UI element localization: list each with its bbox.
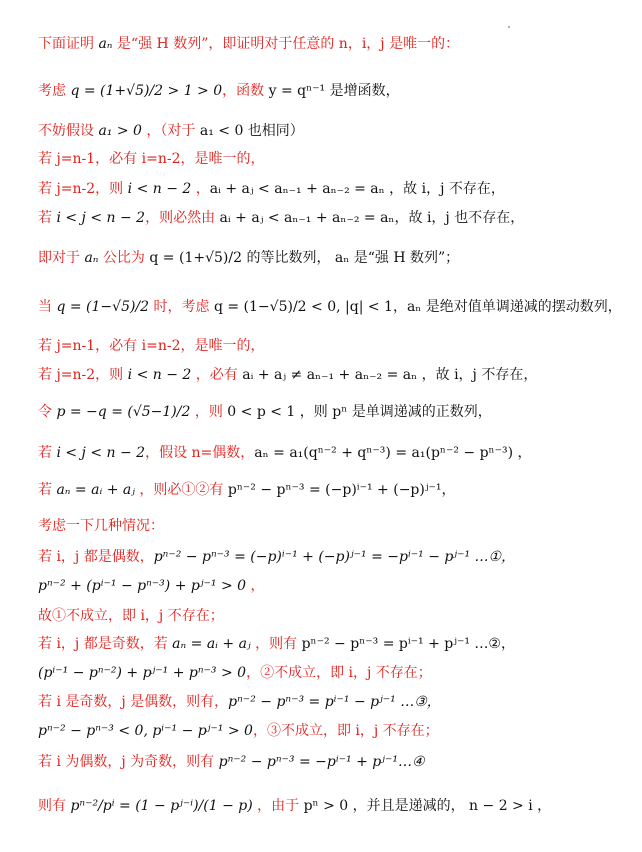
doc-line-15: 若 i，j 都是偶数，pⁿ⁻² − pⁿ⁻³ = (−p)ⁱ⁻¹ + (−p)ʲ⁻¹ = −pⁱ⁻¹ − pʲ⁻¹ …①， [38, 549, 516, 565]
doc-line-4: 若 j=n-1，必有 i=n-2，是唯一的， [38, 151, 265, 167]
doc-line-6: 若 i < j < n − 2，则必然由 aᵢ + aⱼ < aₙ₋₁ + aₙ₋₂ = aₙ，故 i，j 也不存在， [38, 210, 525, 226]
doc-line-23: 则有 pⁿ⁻²/pⁱ = (1 − pʲ⁻ⁱ)/(1 − p) ，由于 pⁿ > 0 ，并且是递减的， n − 2 > i ， [38, 798, 552, 814]
doc-line-7: 即对于 aₙ 公比为 q = (1+√5)/2 的等比数列， aₙ 是“强 H 数列”； [38, 250, 460, 266]
doc-line-13: 若 aₙ = aᵢ + aⱼ ，则必①②有 pⁿ⁻² − pⁿ⁻³ = (−p)ⁱ⁻¹ + (−p)ʲ⁻¹， [38, 482, 456, 498]
doc-line-16: pⁿ⁻² + (pⁱ⁻¹ − pⁿ⁻³) + pʲ⁻¹ > 0 ， [38, 578, 265, 594]
doc-line-5: 若 j=n-2，则 i < n − 2 ，aᵢ + aⱼ < aₙ₋₁ + aₙ₋₂ = aₙ ，故 i，j 不存在， [38, 181, 505, 197]
doc-line-10: 若 j=n-2，则 i < n − 2 ，必有 aᵢ + aⱼ ≠ aₙ₋₁ + aₙ₋₂ = aₙ ，故 i，j 不存在， [38, 367, 538, 383]
doc-line-20: 若 i 是奇数，j 是偶数，则有，pⁿ⁻² − pⁿ⁻³ = pⁱ⁻¹ − pʲ⁻¹ …③， [38, 694, 441, 710]
doc-line-17: 故①不成立，即 i，j 不存在； [38, 608, 224, 624]
doc-line-11: 令 p = −q = (√5−1)/2 ，则 0 < p < 1 ，则 pⁿ 是单调递减的正数列， [38, 404, 492, 420]
doc-line-14: 考虑一下几种情况： [38, 518, 164, 534]
doc-line-1: 下面证明 aₙ 是“强 H 数列”，即证明对于任意的 n，i，j 是唯一的： [38, 36, 460, 52]
stray-dot [508, 26, 510, 28]
doc-line-2: 考虑 q = (1+√5)/2 > 1 > 0，函数 y = qⁿ⁻¹ 是增函数， [38, 83, 400, 99]
doc-line-18: 若 i，j 都是奇数，若 aₙ = aᵢ + aⱼ ，则有 pⁿ⁻² − pⁿ⁻³ = pⁱ⁻¹ + pʲ⁻¹ …②， [38, 636, 515, 652]
doc-line-22: 若 i 为偶数，j 为奇数，则有 pⁿ⁻² − pⁿ⁻³ = −pⁱ⁻¹ + pʲ⁻¹…④ [38, 754, 425, 770]
doc-line-9: 若 j=n-1，必有 i=n-2，是唯一的， [38, 338, 265, 354]
doc-line-12: 若 i < j < n − 2，假设 n=偶数，aₙ = a₁(qⁿ⁻² + qⁿ⁻³) = a₁(pⁿ⁻² − pⁿ⁻³) ， [38, 445, 532, 461]
doc-line-8: 当 q = (1−√5)/2 时，考虑 q = (1−√5)/2 < 0, |q| < 1，aₙ 是绝对值单调递减的摆动数列， [38, 299, 622, 315]
doc-line-19: (pⁱ⁻¹ − pⁿ⁻²) + pʲ⁻¹ + pⁿ⁻³ > 0，②不成立，即 i，j 不存在； [38, 665, 432, 681]
doc-line-3: 不妨假设 a₁ > 0 ，（对于 a₁ < 0 也相同） [38, 123, 304, 139]
doc-line-21: pⁿ⁻² − pⁿ⁻³ < 0, pⁱ⁻¹ − pʲ⁻¹ > 0，③不成立，即 i，j 不存在； [38, 723, 439, 739]
